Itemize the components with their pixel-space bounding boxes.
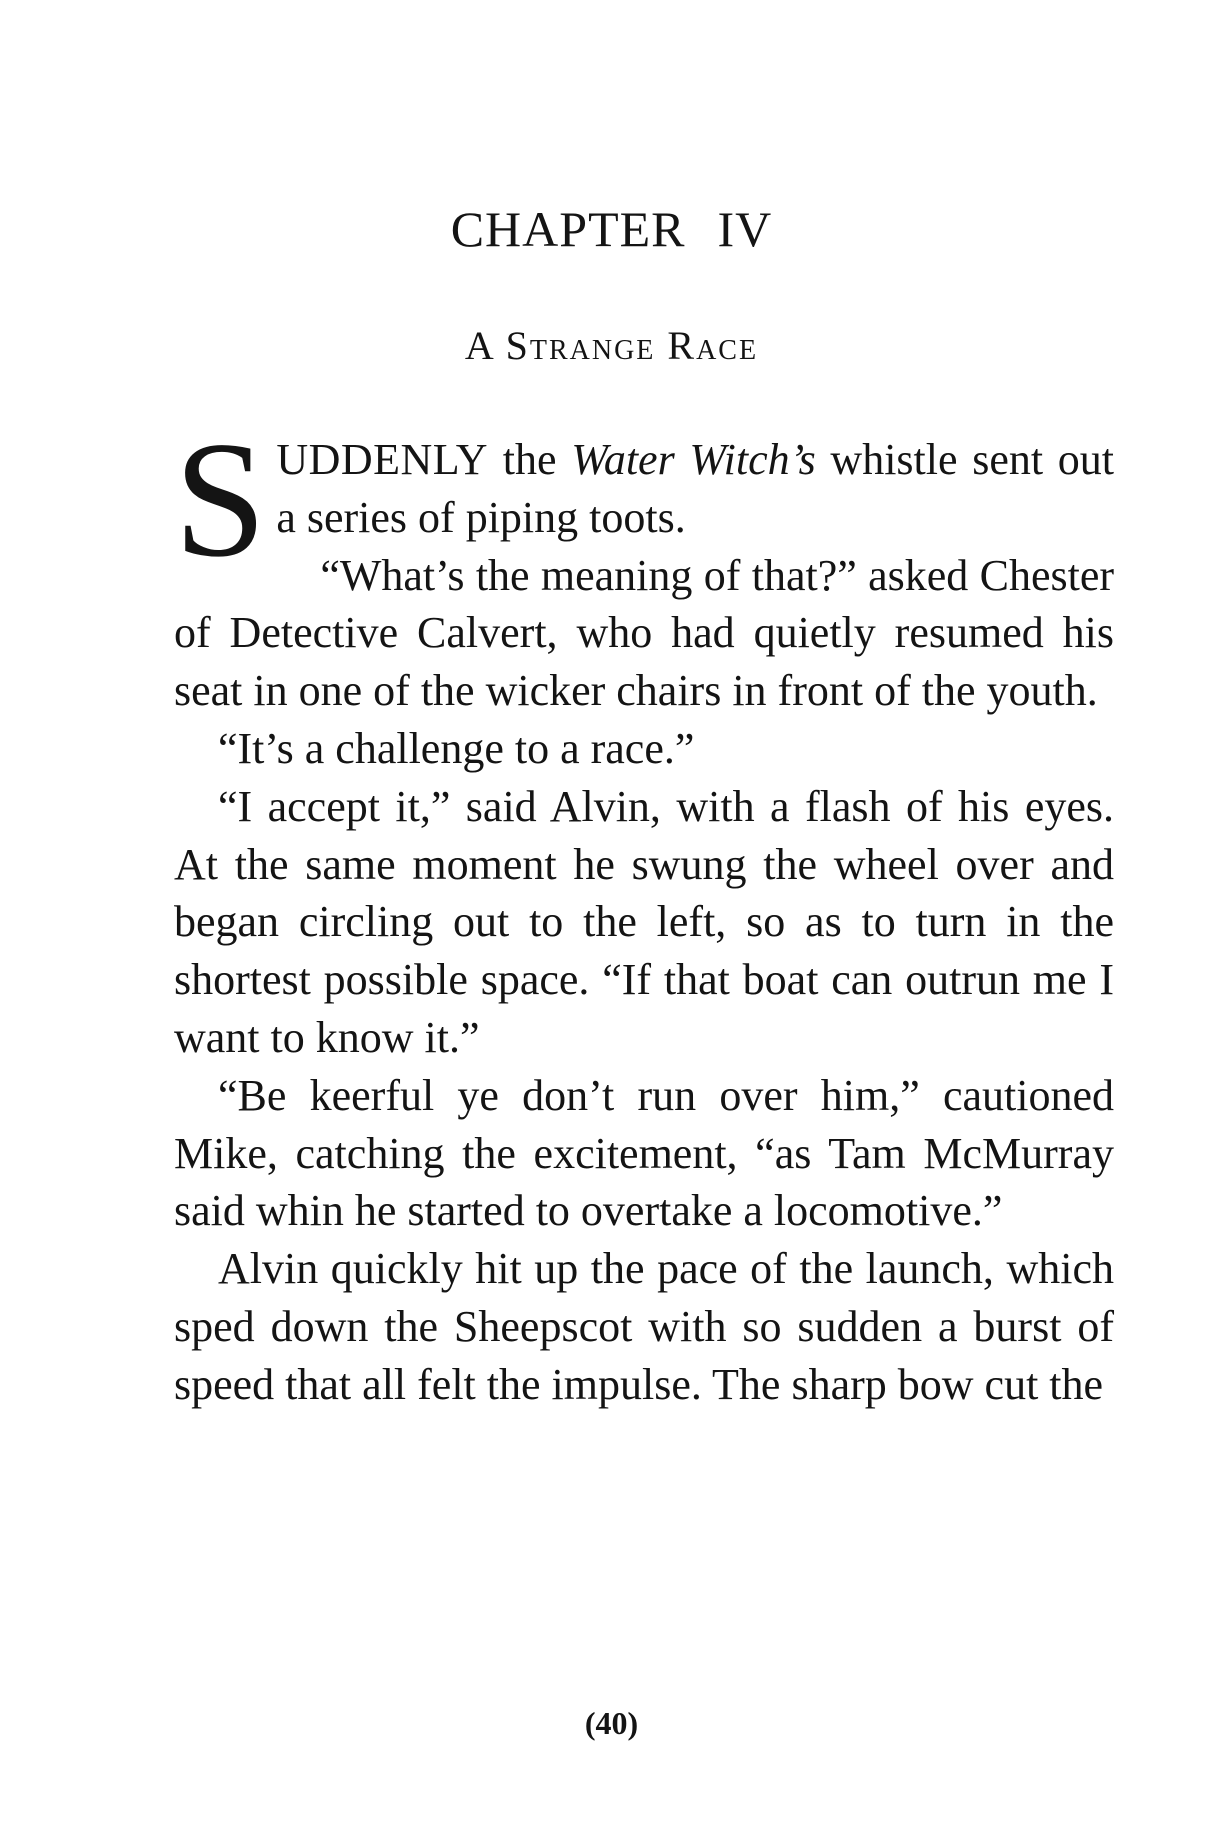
chapter-numeral: IV bbox=[717, 201, 773, 257]
paragraph: “What’s the meaning of that?” asked Chester of Detective Calvert, who had quietly resumed his seat in one of the wicker chairs in front of the youth. bbox=[174, 550, 1114, 716]
ship-name: Water Witch’s bbox=[571, 435, 816, 484]
chapter-body bbox=[174, 407, 1115, 1414]
chapter-heading bbox=[0, 200, 1223, 258]
opening-text-b: whistle sent out a series of piping toots. bbox=[276, 435, 1115, 542]
page-number: (40) bbox=[584, 1705, 639, 1741]
opening-paragraph bbox=[174, 407, 1115, 591]
chapter-title: A Strange Race bbox=[464, 323, 759, 368]
paragraph: “I accept it,” said Alvin, with a flash of his eyes. At the same moment he swung the wheel over and began circling out to the left, so as to turn in the shortest possible space. “If that boat can outrun me I want to know it.” bbox=[174, 781, 1114, 1062]
lead-caps: UDDENLY bbox=[276, 435, 489, 484]
paragraph: Alvin quickly hit up the pace of the launch, which sped down the Sheepscot with so sudden a burst of speed that all felt the impulse. The sharp bow cut the bbox=[174, 1244, 1114, 1409]
drop-cap-letter: S bbox=[174, 407, 267, 591]
paragraph: “Be keerful ye don’t run over him,” cautioned Mike, catching the excitement, “as Tam McMurray said whin he started to overtake a locomotive.” bbox=[174, 1070, 1114, 1236]
opening-text-a: the bbox=[488, 435, 572, 484]
paragraph: “It’s a challenge to a race.” bbox=[218, 723, 695, 773]
chapter-label: CHAPTER bbox=[450, 201, 686, 257]
